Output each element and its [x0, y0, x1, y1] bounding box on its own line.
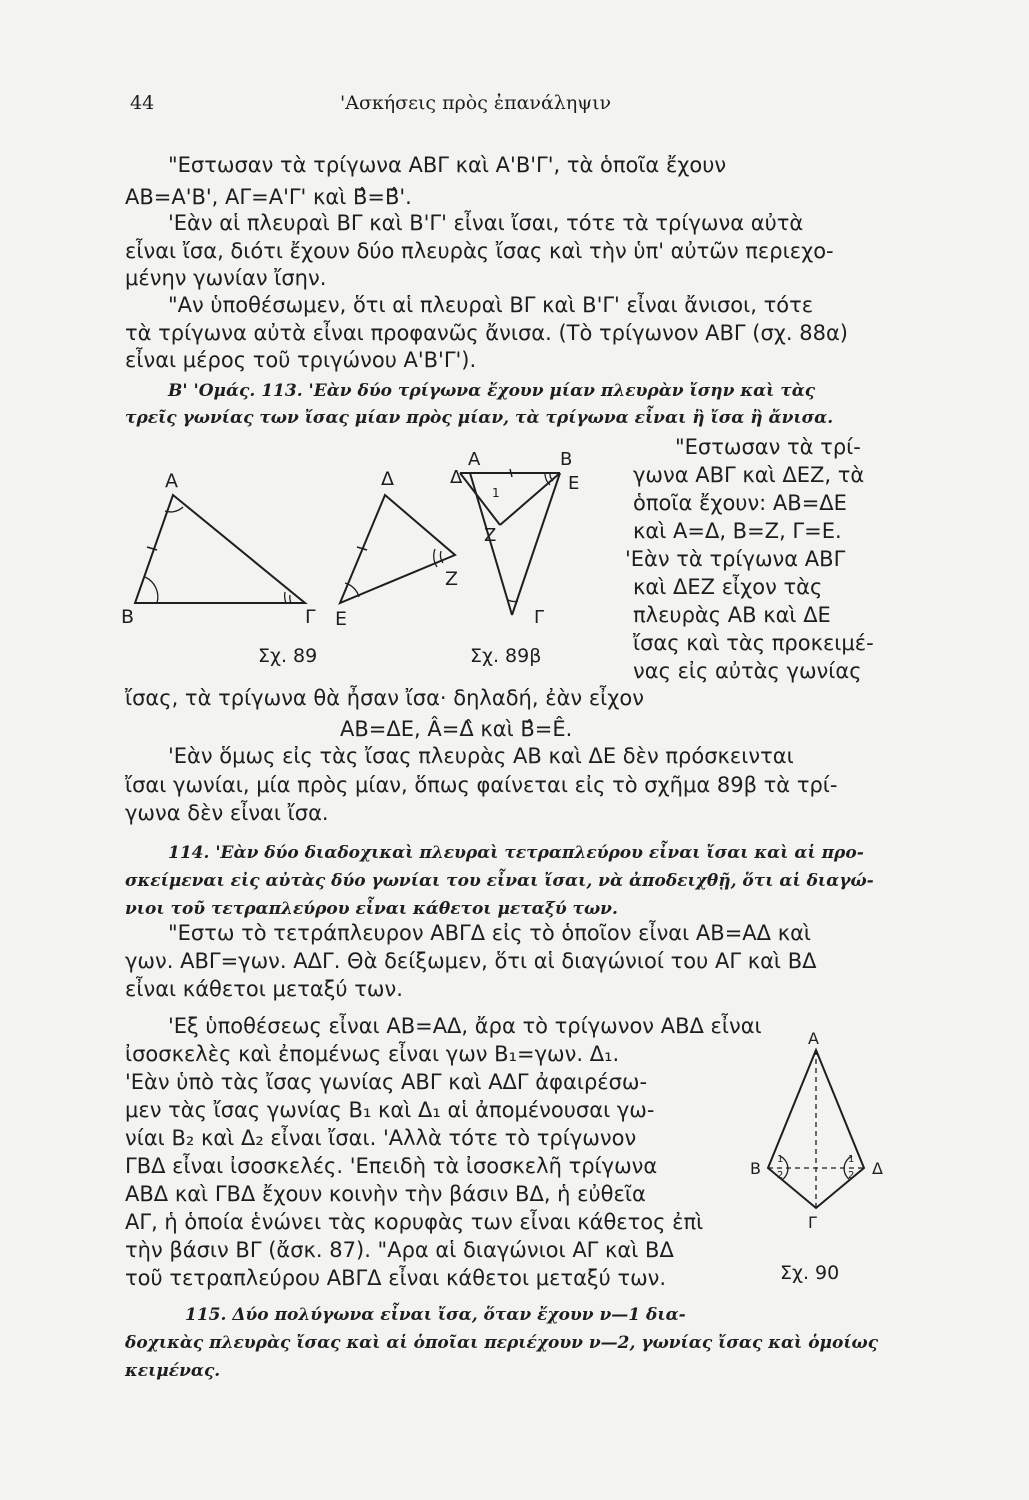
problem-statement: Β' 'Ομάς. 113. 'Εὰν δύο τρίγωνα ἔχουν μίαν πλευρὰν ἴσην καὶ τὰς — [168, 381, 816, 401]
figure-89-caption: Σχ. 89 — [258, 645, 318, 667]
text-line: 'Εὰν αἱ πλευραὶ ΒΓ καὶ Β'Γ' εἶναι ἴσαι, τότε τὰ τρίγωνα αὐτὰ — [168, 211, 804, 235]
figure-90 — [750, 1030, 910, 1234]
text-line: καὶ Α=Δ, Β=Ζ, Γ=Ε. — [633, 519, 842, 543]
text-line: ἴσας καὶ τὰς προκειμέ- — [633, 631, 874, 655]
text-line: τοῦ τετραπλεύρου ΑΒΓΔ εἶναι κάθετοι μεταξύ των. — [125, 1266, 667, 1290]
text-line: μεν τὰς ἴσας γωνίας Β₁ καὶ Δ₁ αἱ ἀπομένουσαι γω- — [125, 1098, 655, 1122]
figure-89-dez-svg — [325, 455, 465, 635]
triangle-dez — [340, 495, 455, 603]
text-line: "Εστωσαν τὰ τρί- — [675, 435, 861, 459]
text-line: νίαι Β₂ καὶ Δ₂ εἶναι ἴσαι. 'Αλλὰ τότε τὸ τρίγωνον — [125, 1126, 637, 1150]
vertex-label-d: Δ — [381, 468, 394, 490]
vertex-label-g: Γ — [808, 1213, 817, 1232]
text-line: εἶναι μέρος τοῦ τριγώνου Α'Β'Γ'). — [125, 348, 477, 372]
angle-number: 1 — [492, 486, 500, 500]
angle-mark — [550, 473, 553, 481]
text-line: 'Εὰν ὅμως εἰς τὰς ἴσας πλευρὰς ΑΒ καὶ ΔΕ δὲν πρόσκεινται — [168, 744, 794, 768]
problem-statement: κειμένας. — [125, 1361, 221, 1381]
angle-mark — [145, 577, 158, 603]
running-title: 'Ασκήσεις πρὸς ἐπανάληψιν — [340, 92, 612, 114]
text-line: ΑΒ=Α'Β', ΑΓ=Α'Γ' καὶ Β̂=Β̂'. — [125, 185, 412, 209]
text-line: νας εἰς αὐτὰς γωνίας — [633, 659, 862, 683]
text-line: ΑΒΔ καὶ ΓΒΔ ἔχουν κοινὴν τὴν βάσιν ΒΔ, ἡ εὐθεῖα — [125, 1182, 646, 1206]
vertex-label-z: Ζ — [445, 568, 459, 590]
angle-number: 2 — [777, 1170, 784, 1181]
vertex-label-a: Α — [468, 449, 481, 470]
text-line: ἰσοσκελὲς καὶ ἐπομένως εἶναι γων Β₁=γων. Δ₁. — [125, 1042, 620, 1066]
text-line: εἶναι κάθετοι μεταξύ των. — [125, 977, 403, 1001]
text-line: πλευρὰς ΑΒ καὶ ΔΕ — [633, 603, 831, 627]
text-line: γωνα ΑΒΓ καὶ ΔΕΖ, τὰ — [633, 463, 865, 487]
text-line: 'Εὰν ὑπὸ τὰς ἴσας γωνίας ΑΒΓ καὶ ΑΔΓ ἀφαιρέσω- — [125, 1070, 648, 1094]
page-number: 44 — [130, 92, 155, 114]
figure-89-triangle-dez — [325, 455, 465, 639]
figure-89-svg — [115, 455, 315, 635]
vertex-label-z: Ζ — [484, 525, 497, 546]
vertex-label-b: Β — [750, 1159, 761, 1178]
quadrilateral-abgd — [768, 1050, 864, 1208]
problem-statement: 115. Δύο πολύγωνα εἶναι ἴσα, ὅταν ἔχουν ν—1 δια- — [185, 1305, 686, 1325]
angle-number: 2 — [848, 1170, 855, 1181]
text-line: ἴσας, τὰ τρίγωνα θὰ ἦσαν ἴσα· δηλαδή, ἐὰν εἶχον — [125, 686, 644, 710]
figure-89b-caption: Σχ. 89β — [470, 645, 542, 667]
figure-89 — [115, 455, 315, 639]
problem-statement: δοχικὰς πλευρὰς ἴσας καὶ αἱ ὁποῖαι περιέχουν ν—2, γωνίας ἴσας καὶ ὁμοίως — [125, 1333, 879, 1353]
angle-mark — [290, 595, 291, 603]
text-line: γωνα δὲν εἶναι ἴσα. — [125, 801, 329, 825]
vertex-label-g: Γ — [305, 606, 316, 628]
problem-statement: 114. 'Εὰν δύο διαδοχικαὶ πλευραὶ τετραπλεύρου εἶναι ἴσαι καὶ αἱ προ- — [168, 843, 864, 863]
figure-90-svg — [750, 1030, 910, 1230]
text-line: γων. ΑΒΓ=γων. ΑΔΓ. Θὰ δείξωμεν, ὅτι αἱ διαγώνιοί του ΑΓ καὶ ΒΔ — [125, 949, 817, 973]
text-line: 'Εὰν τὰ τρίγωνα ΑΒΓ — [625, 547, 846, 571]
vertex-label-d: Δ — [450, 467, 463, 488]
angle-number: 1 — [848, 1154, 855, 1165]
vertex-label-e: Ε — [335, 608, 348, 630]
angle-number: 1 — [777, 1154, 784, 1165]
vertex-label-a: Α — [808, 1029, 819, 1048]
vertex-label-d: Δ — [872, 1159, 883, 1178]
text-line: ΑΒ=ΔΕ, Â=Δ̂ καὶ Β̂=Ê. — [340, 717, 573, 741]
text-line: μένην γωνίαν ἴσην. — [125, 266, 327, 290]
figure-90-caption: Σχ. 90 — [780, 1262, 840, 1284]
text-line: "Εστωσαν τὰ τρίγωνα ΑΒΓ καὶ Α'Β'Γ', τὰ ὁποῖα ἔχουν — [168, 153, 727, 177]
angle-mark — [285, 592, 286, 603]
vertex-label-a: Α — [165, 470, 178, 492]
text-line: 'Εξ ὑποθέσεως εἶναι ΑΒ=ΑΔ, ἄρα τὸ τρίγωνον ΑΒΔ εἶναι — [168, 1014, 762, 1038]
problem-statement: τρεῖς γωνίας των ἴσας μίαν πρὸς μίαν, τὰ τρίγωνα εἶναι ἢ ἴσα ἢ ἄνισα. — [125, 408, 834, 428]
text-line: ΓΒΔ εἶναι ἰσοσκελές. 'Επειδὴ τὰ ἰσοσκελῆ τρίγωνα — [125, 1154, 658, 1178]
text-line: εἶναι ἴσα, διότι ἔχουν δύο πλευρὰς ἴσας καὶ τὴν ὑπ' αὐτῶν περιεχο- — [125, 239, 834, 263]
figure-89b — [450, 445, 590, 639]
text-line: "Εστω τὸ τετράπλευρον ΑΒΓΔ εἰς τὸ ὁποῖον εἶναι ΑΒ=ΑΔ καὶ — [168, 921, 812, 945]
text-line: τὴν βάσιν ΒΓ (ἄσκ. 87). "Αρα αἱ διαγώνιοι ΑΓ καὶ ΒΔ — [125, 1238, 674, 1262]
figure-89b-svg — [450, 445, 590, 635]
text-line: ὁποῖα ἔχουν: ΑΒ=ΔΕ — [633, 491, 847, 515]
vertex-label-e: Ε — [568, 473, 580, 494]
text-line: ΑΓ, ἡ ὁποία ἑνώνει τὰς κορυφὰς των εἶναι κάθετος ἐπὶ — [125, 1210, 704, 1234]
tick-mark — [510, 469, 512, 477]
triangle-abg — [135, 495, 305, 603]
vertex-label-g: Γ — [534, 607, 545, 628]
text-line: "Αν ὑποθέσωμεν, ὅτι αἱ πλευραὶ ΒΓ καὶ Β'Γ' εἶναι ἄνισοι, τότε — [168, 293, 814, 317]
text-line: καὶ ΔΕΖ εἶχον τὰς — [633, 575, 823, 599]
text-line: τὰ τρίγωνα αὐτὰ εἶναι προφανῶς ἄνισα. (Τὸ τρίγωνον ΑΒΓ (σχ. 88α) — [125, 321, 848, 345]
problem-statement: νιοι τοῦ τετραπλεύρου εἶναι κάθετοι μεταξύ των. — [125, 899, 618, 919]
problem-statement: σκείμεναι εἰς αὐτὰς δύο γωνίαι του εἶναι ἴσαι, νὰ ἀποδειχθῇ, ὅτι αἱ διαγώ- — [125, 871, 874, 891]
vertex-label-b: Β — [560, 449, 573, 470]
text-line: ἴσαι γωνίαι, μία πρὸς μίαν, ὅπως φαίνεται εἰς τὸ σχῆμα 89β τὰ τρί- — [125, 773, 838, 797]
vertex-label-b: Β — [121, 606, 135, 628]
